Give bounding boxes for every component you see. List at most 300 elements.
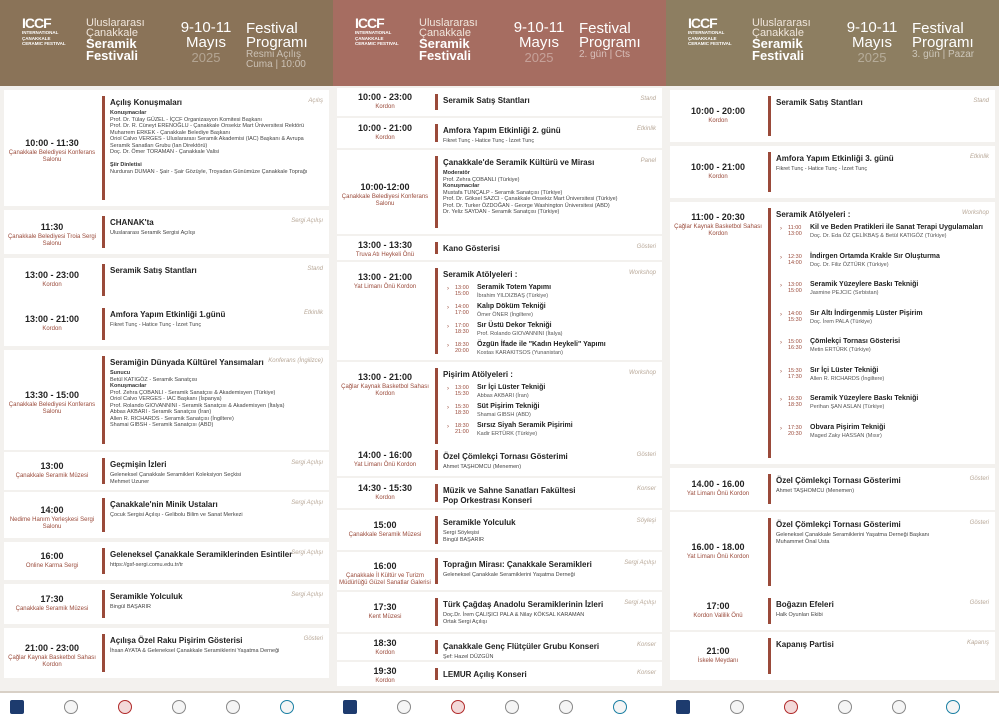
event-type-tag: Söyleşi (636, 518, 656, 524)
chevron-right-icon: › (780, 311, 782, 318)
event-type-tag: Etkinlik (636, 126, 656, 132)
event-time: 15:00 (373, 520, 397, 530)
detail-line: Nurduran DUMAN - Şair - Şair Gözüyle, Troyadan Günümüze Çanakkale Toprağı (110, 168, 308, 175)
schedule-row (4, 584, 329, 624)
event-type-tag: Panel (640, 158, 656, 164)
event-type-tag: Konser (636, 670, 656, 676)
chevron-right-icon: › (780, 397, 782, 403)
workshop-time: 13:00 15:00 (455, 285, 469, 297)
workshop-item (780, 367, 990, 396)
event-title: Amfora Yapım Etkinliği 2. günü (443, 126, 561, 135)
event-type-tag: Etkinlik (969, 154, 989, 160)
event-marker (102, 458, 105, 484)
workshop-list (780, 224, 990, 452)
event-time: 10:00-12:00 (360, 182, 410, 192)
event-type-tag: Stand (973, 98, 989, 104)
detail-line: Çocuk Sergisi Açılışı - Gelibolu Bilim ve Sanat Merkezi (110, 512, 243, 518)
workshop-name: Seramik Totem Yapımı (477, 284, 552, 291)
festival-title (86, 18, 160, 62)
schedule-row (4, 210, 329, 254)
detail-line: Mehmet Uzuner (110, 478, 150, 485)
event-location: Çağlar Kaynak Basketbol Sahası Kordon (341, 384, 429, 397)
schedule-row (337, 88, 662, 116)
event-time: 13:00 - 21:00 (357, 372, 413, 382)
workshop-presenter: İbrahim YILDIZBAŞ (Türkiye) (477, 293, 549, 299)
association-logo-icon (946, 700, 960, 714)
event-details (110, 472, 324, 485)
logo-mark: ICCF (688, 15, 717, 31)
chevron-right-icon: › (780, 226, 782, 232)
detail-line: Geleneksel Çanakkale Seramiklerini Yaşatma Derneği Başkanı (776, 532, 930, 538)
event-location: Kordon (375, 678, 395, 684)
event-location: Kordon (375, 495, 395, 501)
workshop-name: Çömlekçi Tornası Gösterisi (810, 338, 901, 345)
detail-line: Oriol Calvo VERGES - IAC Başkanı (İspanya) (110, 396, 222, 402)
event-location: Çanakkale Belediyesi Konferans Salonu (8, 150, 96, 163)
program-title-line: Festival (246, 20, 298, 37)
event-marker (768, 518, 771, 586)
workshop-presenter: Jasmine PEJCIC (Sırbistan) (810, 290, 879, 296)
detail-line: Muhammet Önal Usta (776, 538, 830, 545)
schedule-row (337, 362, 662, 450)
event-title: Özel Çömlekçi Tornası Gösterimi (776, 476, 901, 485)
title-bold-line: Seramik (86, 36, 137, 51)
program-title-line: Programı (246, 34, 308, 51)
workshop-time: 12:30 14:00 (788, 253, 802, 266)
event-time: 13:30 - 15:00 (24, 390, 80, 400)
event-marker (435, 242, 438, 254)
logo-text: INTERNATIONAL ÇANAKKALE CERAMIC FESTIVAL (688, 30, 732, 46)
festival-dates (842, 20, 902, 65)
event-details (110, 604, 324, 611)
event-marker (435, 640, 438, 654)
event-title: Seramikle Yolculuk (443, 518, 516, 527)
event-title: Seramik Satış Stantları (110, 266, 197, 275)
sponsor-logo-strip (333, 691, 666, 723)
event-time: 16:00 (373, 561, 397, 571)
program-heading (912, 22, 992, 60)
workshop-presenter: Doç. İrem PALA (Türkiye) (810, 318, 872, 325)
event-marker (102, 264, 105, 296)
workshop-item (780, 253, 990, 282)
event-location: Truva Atı Heykeli Önü (355, 252, 415, 258)
schedule-list (666, 86, 999, 691)
event-type-tag: Gösteri (303, 636, 323, 642)
event-location: Online Karma Sergi (25, 563, 79, 569)
chevron-right-icon: › (780, 368, 782, 375)
detail-line: Moderatör (443, 170, 470, 176)
title-line: Çanakkale (419, 27, 471, 39)
day2-panel (333, 0, 666, 723)
program-subtitle: 3. gün | Pazar (912, 49, 975, 60)
event-marker (102, 308, 105, 340)
detail-line: Prof. Dr. Tülay GÜZEL - İÇCF Organizasyon Komitesi Başkanı (110, 116, 262, 123)
workshop-time: 13:00 15:30 (455, 385, 469, 397)
workshop-item (447, 403, 657, 422)
event-title: Seramikle Yolculuk (110, 592, 183, 601)
workshop-item (447, 284, 657, 303)
detail-line: Prof. Rolando GIOVANNINI - Seramik Sanatçısı & Akademisyen (İtalya) (110, 402, 285, 409)
event-marker (435, 558, 438, 584)
event-time: 17:30 (40, 594, 64, 604)
event-time: 19:30 (373, 666, 397, 676)
event-time: 11:00 - 20:30 (691, 212, 745, 222)
workshop-item (447, 384, 657, 403)
workshop-time: 11:00 13:00 (788, 225, 802, 237)
detail-line: Geleneksel Çanakkale Seramikleri Koleksiyon Seçkisi (110, 472, 242, 478)
detail-line: Şiir Dinletisi (110, 162, 142, 168)
event-type-tag: Gösteri (969, 600, 989, 606)
event-location: Çanakkale Seramik Müzesi (15, 473, 89, 479)
event-location: Yat Limanı Önü Kordon (686, 554, 750, 560)
festival-dates (176, 20, 236, 65)
event-time: 10:00 - 23:00 (357, 92, 413, 102)
chevron-right-icon: › (447, 286, 449, 292)
dates-year: 2025 (857, 50, 887, 65)
workshop-name: Seramik Yüzeylere Baskı Tekniği (810, 395, 919, 402)
event-marker (768, 152, 771, 192)
detail-line: Bingül BAŞARIR (443, 536, 484, 543)
schedule-list (333, 86, 666, 691)
event-details (776, 488, 990, 495)
event-marker (102, 96, 105, 200)
event-title: Özel Çömlekçi Tornası Gösterimi (443, 452, 568, 461)
event-title: Pişirim Atölyeleri : (443, 370, 513, 379)
event-time: 14:00 - 16:00 (357, 450, 413, 460)
event-marker (435, 450, 438, 470)
event-marker (768, 474, 771, 504)
event-details (110, 322, 324, 329)
program-title-line: Festival (579, 20, 631, 37)
event-details (110, 512, 324, 519)
event-location: Çanakkale Belediyesi Troia Sergi Salonu (7, 234, 97, 247)
event-title: Boğazın Efeleri (776, 600, 834, 609)
event-title: Seramik Satış Stantları (443, 96, 530, 105)
municipality-logo-icon (10, 700, 24, 714)
panel-header (666, 0, 999, 86)
event-details (443, 170, 657, 216)
program-title-line: Programı (912, 34, 974, 51)
event-details (110, 562, 324, 569)
logo-mark: ICCF (22, 15, 51, 31)
detail-line: Prof. Zehra ÇOBANLI (Türkiye) (443, 176, 520, 183)
detail-line: Şef: Hazel DÜZGÜN (443, 654, 494, 660)
program-subtitle: Resmi Açılış (246, 49, 302, 60)
schedule-row (4, 628, 329, 678)
logo-mark: ICCF (355, 15, 384, 31)
event-time: 14:30 - 15:30 (357, 483, 413, 493)
workshop-item (780, 338, 990, 367)
event-location: Çanakkale Belediyesi Konferans Salonu (8, 402, 96, 415)
chevron-right-icon: › (780, 425, 782, 432)
detail-line: Dr. Yeliz SAYDAN - Seramik Sanatçısı (Türkiye) (443, 209, 560, 215)
detail-line: Sunucu (110, 370, 131, 376)
workshop-name: Seramik Yüzeylere Baskı Tekniği (810, 281, 919, 288)
event-type-tag: Açılış (308, 98, 323, 104)
detail-line: Sergi Söyleşisi (443, 530, 480, 536)
academy-logo-icon (838, 700, 852, 714)
dates-month: Mayıs (518, 34, 559, 51)
festival-logo (688, 16, 734, 76)
chevron-right-icon: › (447, 405, 449, 411)
event-title: Amfora Yapım Etkinliği 1.günü (110, 310, 226, 319)
dates-days: 9-10-11 (180, 19, 232, 36)
event-marker (768, 96, 771, 136)
event-location: Kordon (708, 118, 728, 124)
event-location: Kordon (42, 282, 62, 288)
event-time: 11:30 (40, 222, 64, 232)
workshop-name: Özgün İfade ile "Kadın Heykeli" Yapımı (477, 341, 606, 348)
event-title: Amfora Yapım Etkinliği 3. günü (776, 154, 894, 163)
workshop-presenter: Abbas AKBARI (İran) (477, 393, 529, 399)
event-marker (768, 598, 771, 624)
workshop-name: Sır İçi Lüster Tekniği (810, 366, 879, 374)
event-type-tag: Workshop (961, 210, 989, 216)
festival-title (419, 18, 493, 62)
event-time: 13:00 - 23:00 (24, 270, 80, 280)
event-time: 13:00 - 21:00 (24, 314, 80, 324)
municipality-logo-icon (343, 700, 357, 714)
event-location: Nedime Hanım Yerleşkesi Sergi Salonu (9, 517, 95, 530)
panel-header (0, 0, 333, 86)
event-title: Seramiğin Dünyada Kültürel Yansımaları (110, 358, 264, 367)
museum-logo-icon (226, 700, 240, 714)
event-type-tag: Sergi Açılışı (291, 218, 323, 224)
event-location: Kordon (708, 174, 728, 180)
event-details (776, 532, 990, 545)
event-title: Seramik Atölyeleri : (443, 270, 518, 279)
event-title: Çanakkale'nin Minik Ustaları (110, 500, 218, 509)
event-title: Kapanış Partisi (776, 640, 834, 649)
chevron-right-icon: › (447, 305, 449, 311)
event-title: CHANAK'ta (110, 218, 154, 227)
festival-logo (22, 16, 68, 76)
workshop-time: 15:30 17:30 (788, 367, 802, 380)
schedule-row (670, 512, 995, 592)
schedule-row (337, 118, 662, 148)
event-location: Çanakkale Seramik Müzesi (15, 606, 89, 612)
event-title: Seramik Atölyeleri : (776, 210, 851, 219)
event-title: Geleneksel Çanakkale Seramiklerinden Esintiler (110, 550, 293, 559)
schedule-row (337, 662, 662, 686)
academy-logo-icon (172, 700, 186, 714)
chevron-right-icon: › (780, 254, 782, 261)
event-location: İskele Meydanı (697, 658, 739, 664)
event-title-line2: Pop Orkestrası Konseri (443, 496, 532, 505)
event-details (110, 230, 324, 237)
workshop-item (780, 224, 990, 253)
event-type-tag: Kapanış (966, 640, 989, 646)
event-marker (102, 548, 105, 574)
workshop-presenter: Prof. Rolando GIOVANNINI (İtalya) (477, 331, 563, 337)
detail-line: Prof. Zehra ÇOBANLI - Seramik Sanatçısı & Akademisyen (Türkiye) (110, 389, 276, 396)
workshop-time: 14:00 17:00 (455, 304, 469, 316)
event-location: Kent Müzesi (368, 614, 402, 620)
program-subtitle: 2. gün | Cts (579, 49, 630, 60)
logo-text: INTERNATIONAL ÇANAKKALE CERAMIC FESTIVAL (22, 30, 66, 46)
festival-logo (355, 16, 401, 76)
detail-line: Fikret Tunç - Hatice Tunç - İzzet Tunç (443, 138, 535, 144)
event-location: Kordon Valilik Önü (693, 613, 743, 619)
event-time: 21:00 - 23:00 (24, 643, 80, 653)
program-subtitle: Cuma | 10:00 (246, 59, 306, 70)
detail-line: Shamai GIBSH - Seramik Sanatçısı (ABD) (110, 422, 214, 428)
workshop-item (447, 303, 657, 322)
detail-line: Ahmet TAŞHOMCU (Menemen) (776, 488, 855, 494)
schedule-row (337, 552, 662, 590)
detail-line: Abbas AKBARI - Seramik Sanatçısı (İran) (110, 409, 212, 415)
detail-line: Prof. Dr. Turker ÖZDOĞAN - George Washington Üniversitesi (ABD) (443, 202, 610, 209)
event-title: Özel Çömlekçi Tornası Gösterimi (776, 520, 901, 529)
schedule-row (337, 236, 662, 260)
detail-line: Prof. Dr. Göksel SAZCI - Çanakkale Onsekiz Mart Üniversitesi (Türkiye) (443, 196, 618, 202)
event-title: Müzik ve Sahne Sanatları Fakültesi (443, 486, 576, 495)
workshop-time: 18:30 20:00 (455, 342, 469, 354)
event-details (776, 612, 990, 619)
title-line: Uluslararası (419, 17, 478, 29)
title-bold-line: Festivali (86, 48, 139, 63)
dates-month: Mayıs (185, 34, 226, 51)
event-marker (435, 124, 438, 142)
event-type-tag: Sergi Açılışı (291, 550, 323, 556)
workshop-name: Obvara Pişirim Tekniği (810, 423, 886, 431)
workshop-time: 15:00 16:30 (788, 339, 802, 351)
event-time: 10:00 - 21:00 (357, 123, 413, 133)
association-logo-icon (280, 700, 294, 714)
festival-dates (509, 20, 569, 65)
title-bold-line: Festivali (419, 48, 472, 63)
festival-title (752, 18, 826, 62)
title-bold-line: Festivali (752, 48, 805, 63)
event-marker (768, 638, 771, 674)
schedule-row (337, 510, 662, 550)
event-marker (435, 368, 438, 444)
schedule-row (670, 90, 995, 142)
title-bold-line: Seramik (419, 36, 470, 51)
event-type-tag: Gösteri (969, 520, 989, 526)
event-marker (102, 590, 105, 618)
detail-line: Doç.Dr. İrem ÇALIŞICI PALA & Nilay KÖKSAL KARAMAN (443, 612, 585, 618)
workshop-list (447, 384, 657, 441)
event-location: Çağlar Kaynak Basketbol Sahası Kordon (8, 655, 96, 668)
detail-line: Prof. Dr. R. Cüneyt ERENOĞLU - Çanakkale Onsekiz Mart Üniversitesi Rektörü (110, 123, 305, 129)
program-title-line: Programı (579, 34, 641, 51)
workshop-name: Kil ve Beden Pratikleri ile Sanat Terapi Uygulamaları (810, 224, 983, 231)
detail-line: Konuşmacılar (443, 183, 480, 189)
event-marker (435, 484, 438, 502)
museum-logo-icon (559, 700, 573, 714)
workshop-presenter: Perihan ŞAN ASLAN (Türkiye) (810, 404, 885, 410)
dates-year: 2025 (524, 50, 554, 65)
ministry-logo-icon (118, 700, 132, 714)
event-title: Açılışa Özel Raku Pişirim Gösterisi (110, 636, 243, 645)
workshop-item (447, 322, 657, 341)
chevron-right-icon: › (780, 283, 782, 289)
workshop-list (447, 284, 657, 360)
event-type-tag: Etkinlik (303, 310, 323, 316)
event-title: Açılış Konuşmaları (110, 98, 183, 107)
ministry-logo-icon (451, 700, 465, 714)
event-location: Kordon (375, 650, 395, 656)
academy-logo-icon (505, 700, 519, 714)
schedule-row (4, 258, 329, 302)
event-location: Yat Limanı Önü Kordon (353, 462, 417, 468)
detail-line: Ahmet TAŞHOMCU (Menemen) (443, 464, 522, 470)
event-time: 10:00 - 20:00 (690, 106, 746, 116)
dates-month: Mayıs (851, 34, 892, 51)
event-details (110, 370, 324, 429)
event-marker (435, 668, 438, 680)
workshop-presenter: Kostas KARAKITSOS (Yunanistan) (477, 350, 563, 356)
schedule-row (337, 150, 662, 234)
schedule-list (0, 86, 333, 691)
workshop-item (780, 281, 990, 310)
event-marker (435, 516, 438, 544)
detail-line: Bingül BAŞARIR (110, 604, 151, 610)
schedule-row (4, 350, 329, 450)
workshop-presenter: Doç. Dr. Filiz ÖZTÜRK (Türkiye) (810, 261, 889, 268)
university-logo-icon (64, 700, 78, 714)
event-marker (102, 498, 105, 532)
workshop-presenter: Maged Zaky HASSAN (Mısır) (810, 432, 882, 439)
workshop-name: Kalıp Döküm Tekniği (477, 303, 546, 310)
detail-line: Muharrem ERKEK - Çanakkale Belediye Başkanı (110, 129, 231, 136)
event-details (443, 464, 657, 471)
municipality-logo-icon (676, 700, 690, 714)
day3-panel (666, 0, 999, 723)
detail-line: https://gsf-sergi.comu.edu.tr/tr (110, 562, 184, 568)
event-location: Çağlar Kaynak Basketbol Sahası Kordon (674, 224, 762, 237)
dates-year: 2025 (191, 50, 221, 65)
title-line: Çanakkale (86, 27, 138, 39)
workshop-name: Sır Üstü Dekor Tekniği (477, 322, 552, 329)
event-type-tag: Sergi Açılışı (291, 500, 323, 506)
schedule-row (670, 632, 995, 680)
event-type-tag: Konser (636, 642, 656, 648)
event-details (443, 572, 657, 579)
workshop-item (447, 422, 657, 441)
workshop-time: 17:00 18:30 (455, 323, 469, 335)
detail-line: İhsan AYATA & Geleneksel Çanakkale Seramiklerini Yaşatma Derneği (110, 648, 280, 654)
detail-line: Geleneksel Çanakkale Seramiklerini Yaşatma Derneği (443, 572, 575, 578)
workshop-time: 16:30 18:30 (788, 396, 802, 408)
dates-days: 9-10-11 (846, 19, 898, 36)
event-type-tag: Workshop (628, 270, 656, 276)
schedule-row (337, 444, 662, 476)
schedule-row (4, 90, 329, 206)
panel-header (333, 0, 666, 86)
event-type-tag: Konferans (İngilizce) (268, 358, 323, 364)
schedule-row (670, 468, 995, 510)
chevron-right-icon: › (447, 386, 449, 392)
chevron-right-icon: › (447, 424, 449, 430)
schedule-row (4, 542, 329, 580)
event-marker (435, 94, 438, 110)
chevron-right-icon: › (447, 324, 449, 330)
event-location: Çanakkale İl Kültür ve Turizm Müdürlüğü Güzel Sanatlar Galerisi (339, 573, 431, 586)
event-location: Kordon (375, 135, 395, 141)
event-location: Yat Limanı Önü Kordon (686, 491, 750, 497)
event-title: Çanakkale Genç Flütçüler Grubu Konseri (443, 642, 600, 651)
university-logo-icon (397, 700, 411, 714)
title-line: Çanakkale (752, 27, 804, 39)
schedule-row (4, 492, 329, 538)
program-heading (579, 22, 659, 60)
event-details (110, 648, 324, 655)
workshop-item (780, 424, 990, 453)
event-details (776, 166, 990, 173)
event-time: 13:00 - 21:00 (357, 272, 413, 282)
